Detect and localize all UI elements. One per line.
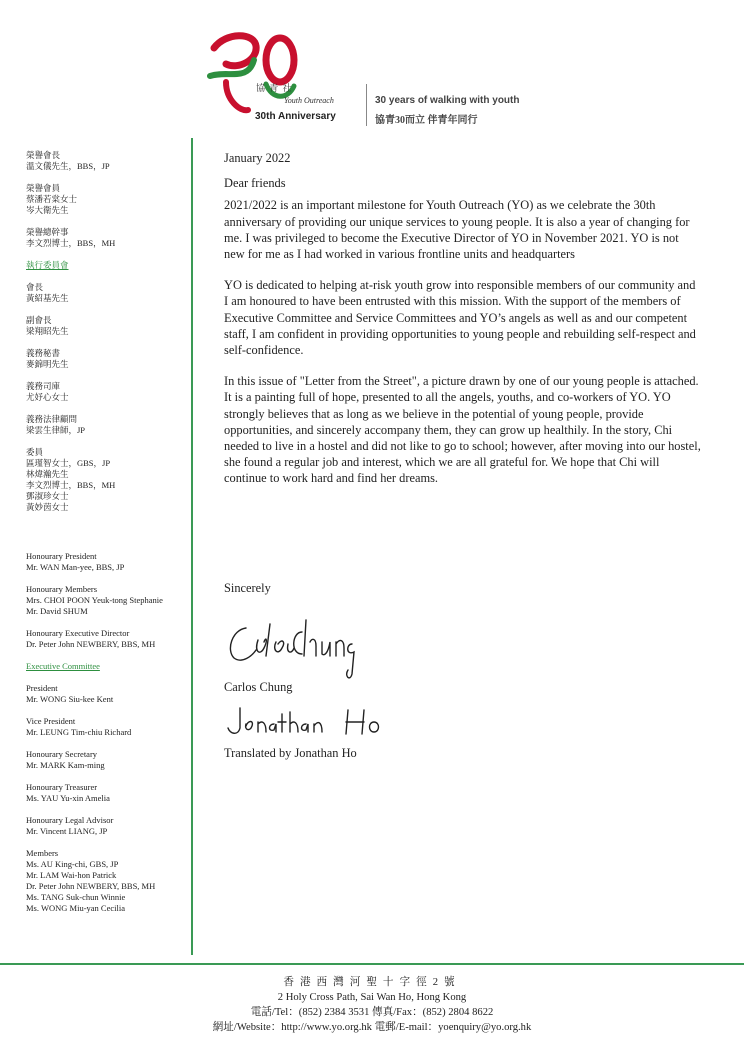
list-item: 會長 黃紹基先生 xyxy=(26,282,69,303)
address-zh: 香港西灣河聖十字徑2號 xyxy=(283,977,461,988)
footer-divider xyxy=(0,963,744,965)
list-item: 榮譽會員 蔡潘若棠女士 岑大衛先生 xyxy=(26,183,78,215)
list-item: Honourary Legal Advisor Mr. Vincent LIANG, JP xyxy=(26,815,114,836)
footer xyxy=(0,975,744,1035)
logo-org-zh: 協 青 社 xyxy=(256,83,293,93)
contact-web-email: 網址/Website：http://www.yo.org.hk 電郵/E-mail：yoenquiry@yo.org.hk xyxy=(212,1022,532,1033)
list-item: 榮譽總幹事 李文烈博士，BBS，MH xyxy=(26,227,116,248)
list-item: Honourary Treasurer Ms. YAU Yu-xin Amelia xyxy=(26,782,110,803)
logo-anniversary: 30th Anniversary xyxy=(255,111,336,122)
letter-body xyxy=(224,150,702,502)
signature-jonathan-ho xyxy=(224,702,384,744)
list-item: 榮譽會長 溫文儀先生，BBS，JP xyxy=(26,150,110,171)
list-item: Members Ms. AU King-chi, GBS, JP Mr. LAM Wai-hon Patrick Dr. Peter John NEWBERY, BBS, MH Ms. TANG Suk-chun Winnie Ms. WONG Miu-yan Cecilia xyxy=(26,848,156,913)
list-item: 副會長 梁翔昭先生 xyxy=(26,315,69,336)
letter-paragraph: In this issue of "Letter from the Street", a picture drawn by one of our young people is attached. It is a painting full of hope, presented to all the angels, youths, and co-workers of YO. YO strongly believes that as long as we believe in the potential of young people, provide opportunities, and sincerely accompany them, they can grow up healthily. In the story, Chi needed to live in a hostel and did not like to go to school; however, after moving into our hostel, she found a regular job and interest, which we are all grateful for. We hope that Chi will continue to work hard and find her dreams. xyxy=(224,374,701,486)
list-item: 義務司庫 尤妤心女士 xyxy=(26,381,69,402)
list-item: 委員 區瑾智女士，GBS，JP 林煒瀚先生 李文烈博士，BBS，MH 鄧淑珍女士 黃妙茵女士 xyxy=(26,447,116,512)
address-en: 2 Holy Cross Path, Sai Wan Ho, Hong Kong xyxy=(277,992,467,1003)
list-item: Vice President Mr. LEUNG Tim-chiu Richard xyxy=(26,716,132,737)
executive-committee-heading-en: Executive Committee xyxy=(26,661,100,671)
tagline-en: 30 years of walking with youth xyxy=(375,95,520,106)
committee-list-en xyxy=(26,551,190,925)
list-item: President Mr. WONG Siu-kee Kent xyxy=(26,683,114,704)
list-item: 義務法律顧問 梁雲生律師，JP xyxy=(26,414,86,435)
committee-list-zh xyxy=(26,150,190,524)
logo-org-en: Youth Outreach xyxy=(284,96,334,105)
letter-closing: Sincerely xyxy=(224,581,271,595)
translator-line: Translated by Jonathan Ho xyxy=(224,746,357,760)
signer-name: Carlos Chung xyxy=(224,680,293,694)
letter-paragraph: 2021/2022 is an important milestone for Youth Outreach (YO) as we celebrate the 30th anniversary of providing our unique services to young people. It is also a year of changing for me. I was privileged to become the Executive Director of YO in November 2021. YO is not new for me as I had worked in various frontline units and headquarters xyxy=(224,198,690,262)
list-item: Honourary Executive Director Dr. Peter John NEWBERY, BBS, MH xyxy=(26,628,156,649)
list-item: Honourary Members Mrs. CHOI POON Yeuk-tong Stephanie Mr. David SHUM xyxy=(26,584,163,616)
contact-phone-fax: 電話/Tel：(852) 2384 3531 傳真/Fax：(852) 2804 8622 xyxy=(250,1007,494,1018)
letter-paragraph: YO is dedicated to helping at-risk youth grow into responsible members of our community and I am honoured to have been entrusted with this mission. With the support of the members of Executive Committee and Service Committees and YO’s angels as well as and our competent staff, I am confident in providing opportunities to young people and rebuilding self-respect and self-confidence. xyxy=(224,278,696,358)
letter-greeting: Dear friends xyxy=(224,176,286,191)
list-item: Honourary Secretary Mr. MARK Kam-ming xyxy=(26,749,105,770)
letter-date: January 2022 xyxy=(224,151,291,165)
list-item: 義務秘書 麥錦明先生 xyxy=(26,348,69,369)
executive-committee-heading-zh: 執行委員會 xyxy=(26,260,69,270)
tagline-zh: 協青30而立 伴青年同行 xyxy=(375,115,478,126)
list-item: Honourary President Mr. WAN Man-yee, BBS, JP xyxy=(26,551,125,572)
signature-carlos-chung xyxy=(224,610,369,690)
sidebar-divider xyxy=(191,138,193,955)
logo-divider xyxy=(366,84,367,126)
